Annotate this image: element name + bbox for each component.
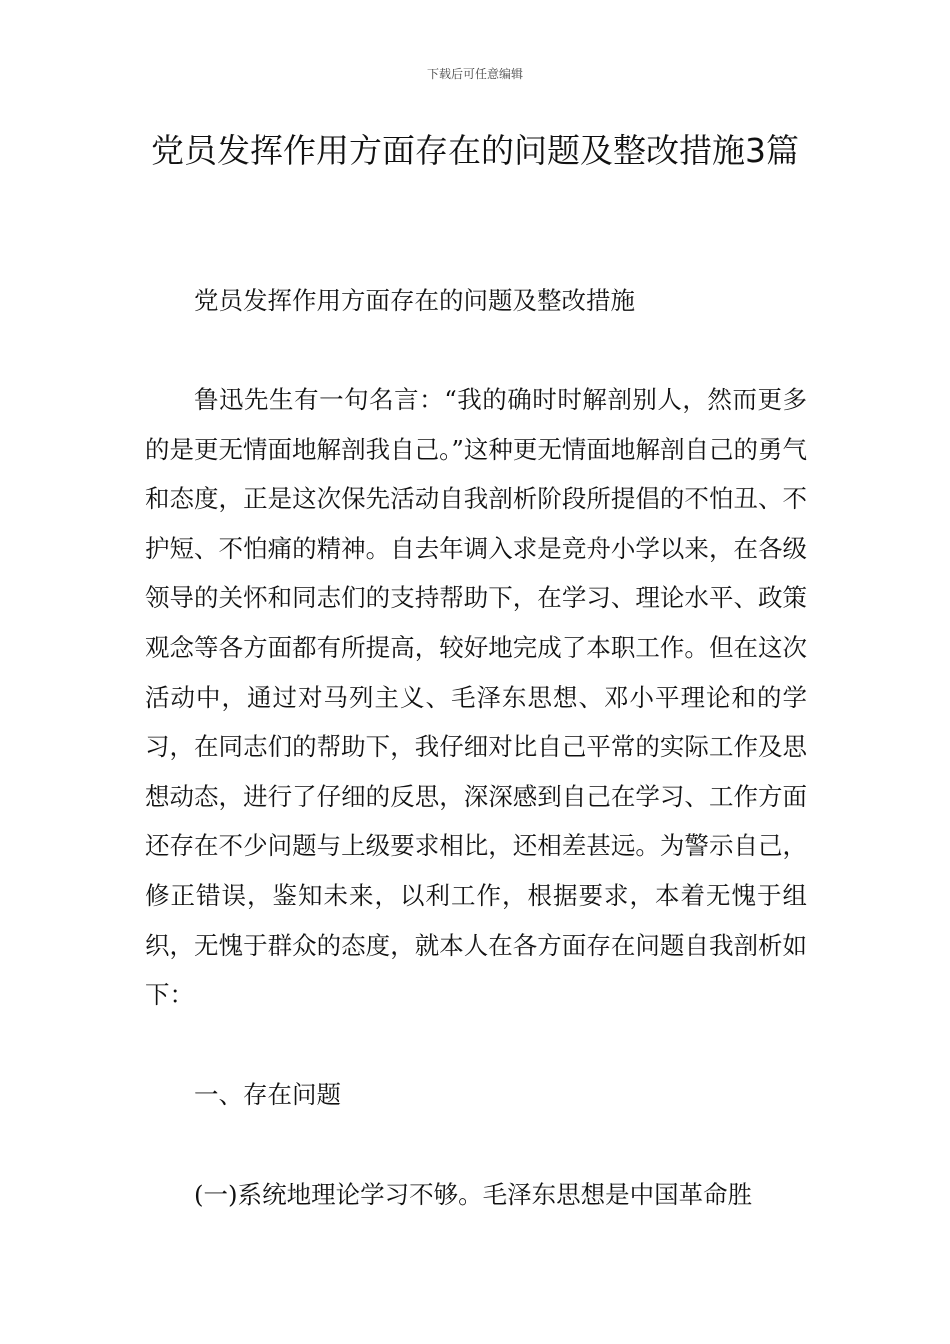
body-paragraph-theory-study: (一)系统地理论学习不够。毛泽东思想是中国革命胜 — [194, 1180, 753, 1209]
document-title: 党员发挥作用方面存在的问题及整改措施3篇 — [151, 131, 799, 170]
document-subtitle: 党员发挥作用方面存在的问题及整改措施 — [194, 286, 635, 315]
header-note: 下载后可任意编辑 — [426, 67, 523, 81]
body-paragraph-intro: 鲁迅先生有一句名言：“我的确时时解剖别人，然而更多的是更无情面地解剖我自己。”这种更无情面地解剖自己的勇气和态度，正是这次保先活动自我剖析阶段所提倡的不怕丑、不护短、不怕痛的精神。自去年调入求是竞舟小学以来，在各级领导的关怀和同志们的支持帮助下，在学习、理论水平、政策观念等各方面都有所提高，较好地完成了本职工作。但在这次活动中，通过对马列主义、毛泽东思想、邓小平理论和的学习，在同志们的帮助下，我仔细对比自己平常的实际工作及思想动态，进行了仔细的反思，深深感到自己在学习、工作方面还存在不少问题与上级要求相比，还相差甚远。为警示自己，修正错误，鉴知未来，以利工作，根据要求，本着无愧于组织，无愧于群众的态度，就本人在各方面存在问题自我剖析如下： — [145, 385, 807, 1010]
section-heading-problems: 一、存在问题 — [194, 1080, 341, 1109]
